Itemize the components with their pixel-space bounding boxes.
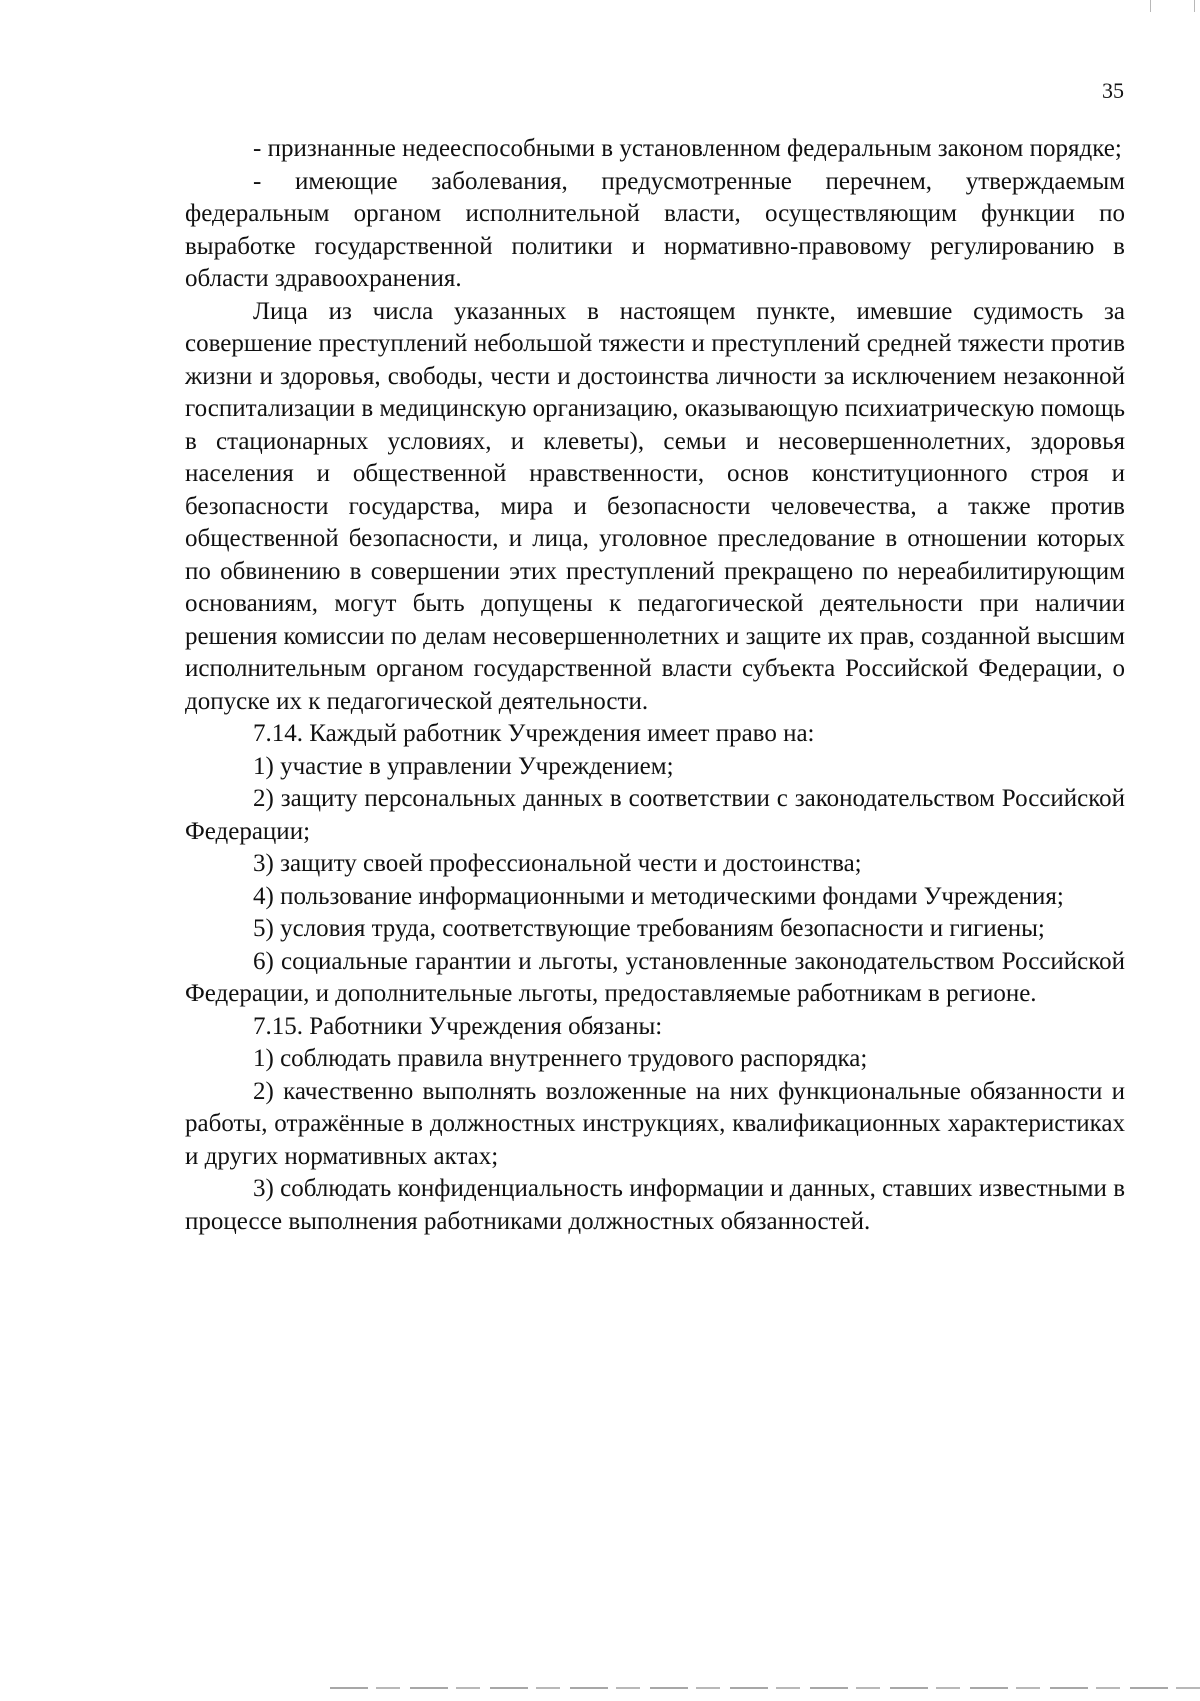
duty-item-1: 1) соблюдать правила внутреннего трудового распорядка; — [253, 1045, 868, 1072]
duty-item-2: 2) качественно выполнять возложенные на них функциональные обязанности и работы, отражённые в должностных инструкциях, квалификационных характеристиках и других нормативных актах; — [185, 1077, 1125, 1170]
page-number: 35 — [1102, 78, 1124, 103]
right-item-5: 5) условия труда, соответствующие требованиям безопасности и гигиены; — [253, 915, 1045, 942]
duty-item-3: 3) соблюдать конфиденциальность информации и данных, ставших известными в процессе выполнения работниками должностных обязанностей. — [185, 1175, 1125, 1235]
right-item-3: 3) защиту своей профессиональной чести и достоинства; — [253, 850, 862, 877]
right-item-4: 4) пользование информационными и методическими фондами Учреждения; — [253, 882, 1064, 910]
right-item-6: 6) социальные гарантии и льготы, установленные законодательством Российской Федерации, и дополнительные льготы, предоставляемые работникам в регионе. — [185, 947, 1125, 1007]
section-7-14-heading: 7.14. Каждый работник Учреждения имеет право на: — [253, 720, 815, 747]
right-item-2: 2) защиту персональных данных в соответствии с законодательством Российской Федерации; — [185, 785, 1125, 845]
right-item-1: 1) участие в управлении Учреждением; — [253, 752, 674, 780]
paragraph-diseases: - имеющие заболевания, предусмотренные перечнем, утверждаемым федеральным органом исполнительной власти, осуществляющим функции по выработке государственной политики и нормативно-правовому регулированию в области здравоохранения. — [185, 167, 1125, 292]
scan-edge-marks — [1130, 0, 1200, 14]
section-7-15-heading: 7.15. Работники Учреждения обязаны: — [253, 1012, 663, 1040]
paragraph-incapacitated: - признанные недееспособными в установленном федеральным законом порядке; — [253, 135, 1122, 162]
scan-edge-line — [330, 1687, 1200, 1689]
paragraph-criminal-record: Лица из числа указанных в настоящем пункте, имевшие судимость за совершение преступлений небольшой тяжести и преступлений средней тяжести против жизни и здоровья, свободы, чести и достоинства личности за исключением незаконной госпитализации в медицинскую организацию, оказывающую психиатрическую помощь в стационарных условиях, и клеветы), семьи и несовершеннолетних, здоровья населения и общественной нравственности, основ конституционного строя и безопасности государства, мира и безопасности человечества, а также против общественной безопасности, и лица, уголовное преследование в отношении которых по обвинению в совершении этих преступлений прекращено по нереабилитирующим основаниям, могут быть допущены к педагогической деятельности при наличии решения комиссии по делам несовершеннолетних и защите их прав, созданной высшим исполнительным органом государственной власти субъекта Российской Федерации, о допуске их к педагогической деятельности. — [185, 297, 1125, 715]
document-body — [185, 133, 1125, 1238]
